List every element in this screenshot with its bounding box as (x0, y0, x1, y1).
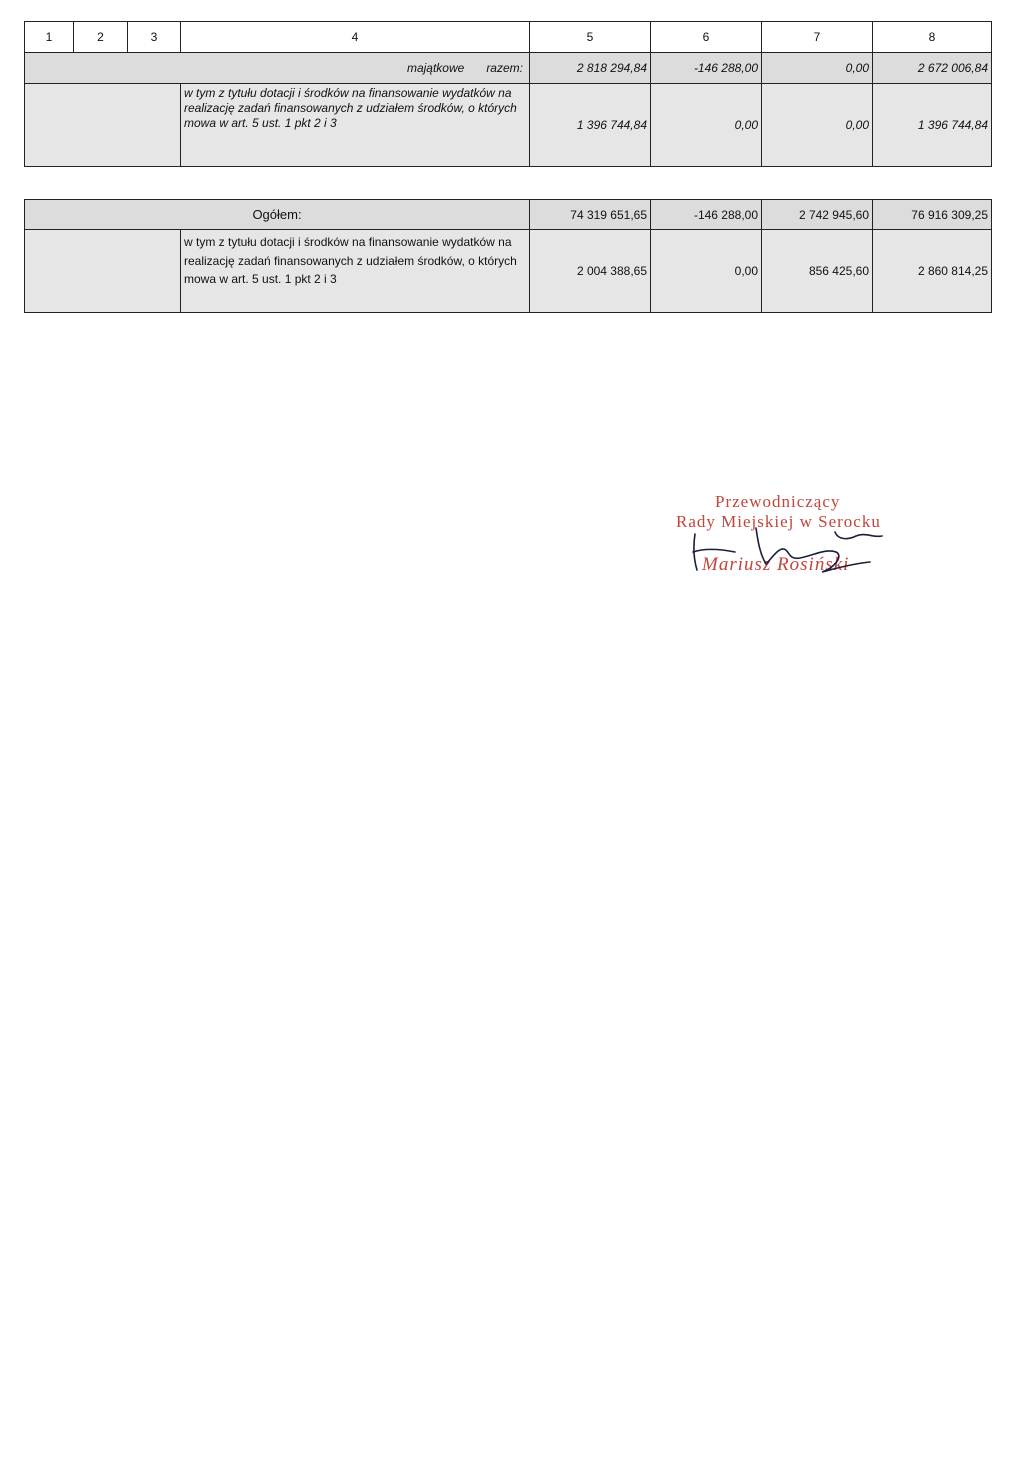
empty-cell (25, 84, 181, 167)
grand-total-col6: -146 288,00 (651, 200, 762, 230)
header-cell-1: 1 (25, 22, 74, 53)
total-row (25, 53, 992, 84)
razem-label: razem: (486, 61, 523, 75)
grand-subtotal-description: w tym z tytułu dotacji i środków na finansowanie wydatków na realizację zadań finansowanych z udziałem środków, o których mowa w art. 5 ust. 1 pkt 2 i 3 (181, 230, 530, 313)
table-section-ogolem (24, 199, 992, 313)
stamp-name: Mariusz Rosiński (702, 554, 850, 575)
total-col7: 0,00 (762, 53, 873, 84)
header-cell-8: 8 (873, 22, 992, 53)
header-cell-4: 4 (181, 22, 530, 53)
header-cell-5: 5 (530, 22, 651, 53)
total-label-cell (25, 53, 530, 84)
category-label: majątkowe (406, 61, 465, 75)
grand-total-col5: 74 319 651,65 (530, 200, 651, 230)
header-cell-3: 3 (128, 22, 181, 53)
header-cell-7: 7 (762, 22, 873, 53)
header-cell-6: 6 (651, 22, 762, 53)
grand-subtotal-col5: 2 004 388,65 (530, 230, 651, 313)
total-col8: 2 672 006,84 (873, 53, 992, 84)
grand-subtotal-col6: 0,00 (651, 230, 762, 313)
header-cell-2: 2 (74, 22, 128, 53)
subtotal-col5: 1 396 744,84 (530, 84, 651, 167)
grand-subtotal-row (25, 230, 992, 313)
grand-total-col8: 76 916 309,25 (873, 200, 992, 230)
stamp-council: Rady Miejskiej w Serocku (676, 512, 881, 531)
subtotal-col8: 1 396 744,84 (873, 84, 992, 167)
grand-subtotal-col8: 2 860 814,25 (873, 230, 992, 313)
header-row (25, 22, 992, 53)
subtotal-row (25, 84, 992, 167)
subtotal-description: w tym z tytułu dotacji i środków na finansowanie wydatków na realizację zadań finansowanych z udziałem środków, o których mowa w art. 5 ust. 1 pkt 2 i 3 (181, 84, 530, 167)
total-col6: -146 288,00 (651, 53, 762, 84)
total-col5: 2 818 294,84 (530, 53, 651, 84)
subtotal-col6: 0,00 (651, 84, 762, 167)
grand-total-col7: 2 742 945,60 (762, 200, 873, 230)
empty-cell (25, 230, 181, 313)
subtotal-col7: 0,00 (762, 84, 873, 167)
stamp-title: Przewodniczący (715, 492, 841, 511)
grand-total-label: Ogółem: (25, 200, 530, 230)
handwritten-signature (660, 492, 900, 582)
table-section-majatkowe (24, 21, 992, 167)
grand-total-row (25, 200, 992, 230)
grand-subtotal-col7: 856 425,60 (762, 230, 873, 313)
chairman-stamp (660, 492, 900, 582)
